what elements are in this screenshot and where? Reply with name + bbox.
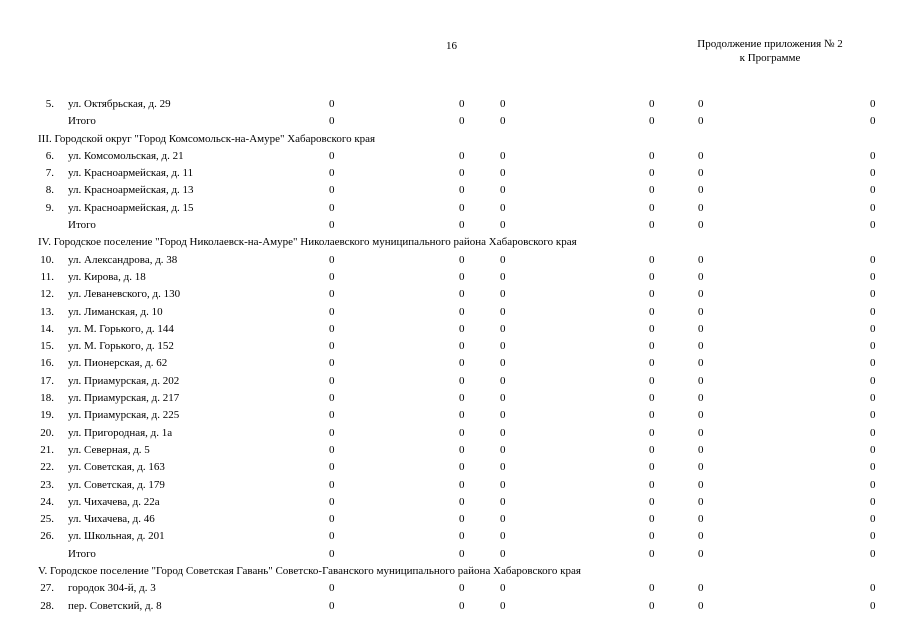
address-cell: городок 304-й, д. 3 [68, 582, 156, 595]
value-cell: 0 [698, 513, 704, 526]
row-number: 18. [40, 392, 54, 405]
value-cell: 0 [329, 219, 335, 232]
table-row [0, 286, 905, 303]
address-cell: ул. М. Горького, д. 152 [68, 340, 174, 353]
value-cell: 0 [649, 305, 655, 318]
value-cell: 0 [500, 357, 506, 370]
value-cell: 0 [649, 461, 655, 474]
value-cell: 0 [698, 322, 704, 335]
value-cell: 0 [500, 443, 506, 456]
continuation-note-line2: к Программе [739, 52, 801, 64]
value-cell: 0 [329, 253, 335, 266]
table-row [0, 252, 905, 269]
value-cell: 0 [649, 219, 655, 232]
value-cell: 0 [329, 478, 335, 491]
address-cell: Итого [68, 219, 96, 232]
value-cell: 0 [329, 392, 335, 405]
row-number: 22. [40, 461, 54, 474]
value-cell: 0 [698, 357, 704, 370]
section-title: V. Городское поселение "Город Советская Гавань" Советско-Гаванского муниципального района Хабаровского края [38, 565, 581, 578]
address-cell: ул. Комсомольская, д. 21 [68, 149, 184, 162]
value-cell: 0 [649, 530, 655, 543]
value-cell: 0 [698, 305, 704, 318]
total-row [0, 113, 905, 130]
address-cell: ул. Лиманская, д. 10 [68, 305, 163, 318]
table-row [0, 338, 905, 355]
value-cell: 0 [500, 98, 506, 110]
value-cell: 0 [459, 219, 465, 232]
address-cell: ул. Школьная, д. 201 [68, 530, 165, 543]
value-cell: 0 [500, 478, 506, 491]
address-cell: ул. Советская, д. 179 [68, 478, 165, 491]
value-cell: 0 [329, 184, 335, 197]
address-cell: ул. Красноармейская, д. 15 [68, 201, 194, 214]
value-cell: 0 [459, 253, 465, 266]
value-cell: 0 [698, 184, 704, 197]
value-cell: 0 [500, 340, 506, 353]
value-cell: 0 [870, 305, 876, 318]
value-cell: 0 [870, 409, 876, 422]
value-cell: 0 [870, 495, 876, 508]
table-row [0, 511, 905, 528]
value-cell: 0 [870, 461, 876, 474]
value-cell: 0 [649, 184, 655, 197]
value-cell: 0 [329, 599, 335, 612]
value-cell: 0 [329, 461, 335, 474]
value-cell: 0 [870, 582, 876, 595]
value-cell: 0 [649, 495, 655, 508]
housing-table [0, 96, 905, 615]
value-cell: 0 [459, 478, 465, 491]
value-cell: 0 [329, 305, 335, 318]
row-number: 6. [45, 149, 54, 162]
value-cell: 0 [649, 98, 655, 110]
value-cell: 0 [459, 167, 465, 180]
value-cell: 0 [329, 409, 335, 422]
address-cell: ул. Кирова, д. 18 [68, 270, 146, 283]
value-cell: 0 [329, 357, 335, 370]
value-cell: 0 [649, 513, 655, 526]
value-cell: 0 [500, 149, 506, 162]
value-cell: 0 [459, 582, 465, 595]
value-cell: 0 [698, 443, 704, 456]
section-title: III. Городской округ "Город Комсомольск-на-Амуре" Хабаровского края [38, 132, 376, 145]
address-cell: ул. Приамурская, д. 225 [68, 409, 180, 422]
row-number: 9. [45, 201, 54, 214]
value-cell: 0 [500, 167, 506, 180]
address-cell: ул. Пионерская, д. 62 [68, 357, 168, 370]
table-row [0, 459, 905, 476]
row-number: 8. [45, 184, 54, 197]
value-cell: 0 [500, 374, 506, 387]
value-cell: 0 [329, 201, 335, 214]
value-cell: 0 [870, 219, 876, 232]
row-number: 16. [40, 357, 54, 370]
value-cell: 0 [870, 184, 876, 197]
value-cell: 0 [329, 288, 335, 301]
row-number: 5. [45, 98, 54, 110]
value-cell: 0 [870, 98, 876, 110]
value-cell: 0 [649, 374, 655, 387]
value-cell: 0 [459, 495, 465, 508]
value-cell: 0 [870, 288, 876, 301]
value-cell: 0 [500, 253, 506, 266]
value-cell: 0 [649, 547, 655, 560]
value-cell: 0 [459, 530, 465, 543]
value-cell: 0 [500, 288, 506, 301]
value-cell: 0 [870, 478, 876, 491]
value-cell: 0 [649, 322, 655, 335]
row-number: 13. [40, 305, 54, 318]
value-cell: 0 [329, 547, 335, 560]
continuation-note-line1: Продолжение приложения № 2 [697, 38, 843, 50]
row-number: 25. [40, 513, 54, 526]
value-cell: 0 [870, 426, 876, 439]
row-number: 28. [40, 599, 54, 612]
value-cell: 0 [459, 392, 465, 405]
table-row [0, 425, 905, 442]
table-row [0, 269, 905, 286]
table-row [0, 355, 905, 372]
value-cell: 0 [459, 547, 465, 560]
row-number: 17. [40, 374, 54, 387]
value-cell: 0 [329, 443, 335, 456]
row-number: 23. [40, 478, 54, 491]
value-cell: 0 [649, 288, 655, 301]
value-cell: 0 [649, 340, 655, 353]
row-number: 19. [40, 409, 54, 422]
value-cell: 0 [329, 582, 335, 595]
value-cell: 0 [870, 115, 876, 128]
value-cell: 0 [329, 495, 335, 508]
value-cell: 0 [649, 270, 655, 283]
value-cell: 0 [649, 409, 655, 422]
address-cell: ул. Советская, д. 163 [68, 461, 165, 474]
value-cell: 0 [698, 253, 704, 266]
value-cell: 0 [649, 582, 655, 595]
table-row [0, 477, 905, 494]
value-cell: 0 [459, 426, 465, 439]
value-cell: 0 [459, 270, 465, 283]
value-cell: 0 [698, 288, 704, 301]
value-cell: 0 [329, 270, 335, 283]
value-cell: 0 [870, 357, 876, 370]
value-cell: 0 [698, 392, 704, 405]
table-row [0, 528, 905, 545]
value-cell: 0 [500, 409, 506, 422]
value-cell: 0 [459, 98, 465, 110]
table-row [0, 321, 905, 338]
value-cell: 0 [329, 149, 335, 162]
value-cell: 0 [870, 513, 876, 526]
value-cell: 0 [698, 219, 704, 232]
row-number: 21. [40, 443, 54, 456]
row-number: 11. [40, 270, 54, 283]
address-cell: ул. Северная, д. 5 [68, 443, 150, 456]
value-cell: 0 [500, 322, 506, 335]
table-row [0, 96, 905, 113]
section-title: IV. Городское поселение "Город Николаевск-на-Амуре" Николаевского муниципального района Хабаровского края [38, 236, 577, 249]
value-cell: 0 [698, 340, 704, 353]
value-cell: 0 [870, 443, 876, 456]
value-cell: 0 [698, 495, 704, 508]
address-cell: Итого [68, 547, 96, 560]
value-cell: 0 [698, 426, 704, 439]
value-cell: 0 [459, 461, 465, 474]
value-cell: 0 [500, 201, 506, 214]
value-cell: 0 [329, 426, 335, 439]
table-row [0, 580, 905, 597]
address-cell: ул. Чихачева, д. 22а [68, 495, 160, 508]
value-cell: 0 [500, 305, 506, 318]
value-cell: 0 [459, 409, 465, 422]
value-cell: 0 [459, 374, 465, 387]
row-number: 15. [40, 340, 54, 353]
table-row [0, 407, 905, 424]
row-number: 26. [40, 530, 54, 543]
value-cell: 0 [329, 322, 335, 335]
value-cell: 0 [698, 530, 704, 543]
value-cell: 0 [698, 115, 704, 128]
value-cell: 0 [698, 149, 704, 162]
value-cell: 0 [500, 495, 506, 508]
value-cell: 0 [698, 167, 704, 180]
value-cell: 0 [870, 530, 876, 543]
row-number: 24. [40, 495, 54, 508]
value-cell: 0 [459, 184, 465, 197]
value-cell: 0 [459, 443, 465, 456]
page-number: 16 [446, 40, 457, 52]
value-cell: 0 [500, 426, 506, 439]
value-cell: 0 [698, 98, 704, 110]
value-cell: 0 [870, 374, 876, 387]
section-header-row [0, 234, 905, 251]
value-cell: 0 [500, 115, 506, 128]
table-row [0, 182, 905, 199]
address-cell: ул. М. Горького, д. 144 [68, 322, 174, 335]
value-cell: 0 [698, 461, 704, 474]
continuation-note [690, 37, 850, 65]
table-row [0, 390, 905, 407]
value-cell: 0 [459, 513, 465, 526]
value-cell: 0 [500, 547, 506, 560]
row-number: 27. [40, 582, 54, 595]
value-cell: 0 [649, 201, 655, 214]
value-cell: 0 [500, 599, 506, 612]
value-cell: 0 [649, 478, 655, 491]
address-cell: ул. Леваневского, д. 130 [68, 288, 181, 301]
value-cell: 0 [649, 253, 655, 266]
value-cell: 0 [459, 305, 465, 318]
table-row [0, 494, 905, 511]
value-cell: 0 [649, 357, 655, 370]
table-row [0, 373, 905, 390]
value-cell: 0 [459, 322, 465, 335]
row-number: 14. [40, 322, 54, 335]
value-cell: 0 [649, 392, 655, 405]
value-cell: 0 [649, 149, 655, 162]
value-cell: 0 [698, 374, 704, 387]
value-cell: 0 [698, 201, 704, 214]
table-row [0, 442, 905, 459]
value-cell: 0 [500, 582, 506, 595]
value-cell: 0 [459, 115, 465, 128]
value-cell: 0 [500, 530, 506, 543]
section-header-row [0, 563, 905, 580]
value-cell: 0 [698, 409, 704, 422]
value-cell: 0 [698, 547, 704, 560]
value-cell: 0 [698, 270, 704, 283]
value-cell: 0 [459, 357, 465, 370]
address-cell: ул. Красноармейская, д. 11 [68, 167, 194, 180]
value-cell: 0 [649, 426, 655, 439]
value-cell: 0 [459, 599, 465, 612]
row-number: 10. [40, 253, 54, 266]
table-row [0, 165, 905, 182]
value-cell: 0 [870, 392, 876, 405]
row-number: 20. [40, 426, 54, 439]
value-cell: 0 [329, 340, 335, 353]
address-cell: ул. Октябрьская, д. 29 [68, 98, 171, 110]
value-cell: 0 [459, 201, 465, 214]
total-row [0, 217, 905, 234]
value-cell: 0 [698, 478, 704, 491]
row-number: 7. [45, 167, 54, 180]
table-row [0, 200, 905, 217]
address-cell: Итого [68, 115, 96, 128]
value-cell: 0 [500, 513, 506, 526]
value-cell: 0 [698, 582, 704, 595]
value-cell: 0 [870, 340, 876, 353]
value-cell: 0 [870, 167, 876, 180]
address-cell: ул. Приамурская, д. 217 [68, 392, 180, 405]
address-cell: ул. Приамурская, д. 202 [68, 374, 180, 387]
value-cell: 0 [870, 149, 876, 162]
value-cell: 0 [698, 599, 704, 612]
value-cell: 0 [500, 184, 506, 197]
address-cell: ул. Пригородная, д. 1а [68, 426, 173, 439]
value-cell: 0 [500, 461, 506, 474]
total-row [0, 546, 905, 563]
address-cell: ул. Александрова, д. 38 [68, 253, 178, 266]
section-header-row [0, 131, 905, 148]
value-cell: 0 [500, 219, 506, 232]
value-cell: 0 [649, 167, 655, 180]
table-row [0, 148, 905, 165]
table-row [0, 304, 905, 321]
value-cell: 0 [649, 599, 655, 612]
value-cell: 0 [500, 392, 506, 405]
value-cell: 0 [329, 98, 335, 110]
row-number: 12. [40, 288, 54, 301]
value-cell: 0 [500, 270, 506, 283]
value-cell: 0 [870, 253, 876, 266]
table-row [0, 598, 905, 615]
value-cell: 0 [329, 374, 335, 387]
address-cell: пер. Советский, д. 8 [68, 599, 162, 612]
address-cell: ул. Чихачева, д. 46 [68, 513, 155, 526]
value-cell: 0 [649, 443, 655, 456]
value-cell: 0 [329, 115, 335, 128]
value-cell: 0 [870, 322, 876, 335]
value-cell: 0 [329, 530, 335, 543]
address-cell: ул. Красноармейская, д. 13 [68, 184, 194, 197]
value-cell: 0 [329, 513, 335, 526]
value-cell: 0 [459, 149, 465, 162]
value-cell: 0 [459, 340, 465, 353]
value-cell: 0 [870, 201, 876, 214]
value-cell: 0 [870, 599, 876, 612]
value-cell: 0 [870, 270, 876, 283]
value-cell: 0 [329, 167, 335, 180]
value-cell: 0 [870, 547, 876, 560]
value-cell: 0 [459, 288, 465, 301]
value-cell: 0 [649, 115, 655, 128]
